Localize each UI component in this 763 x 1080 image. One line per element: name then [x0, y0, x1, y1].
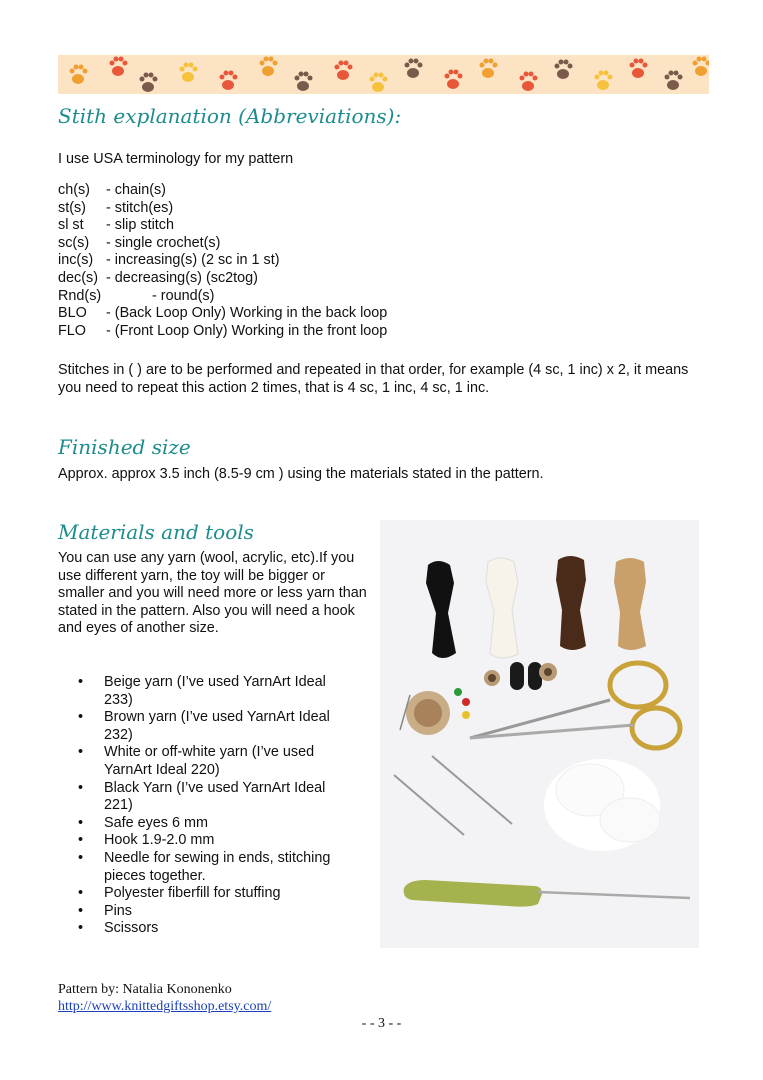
- materials-intro: You can use any yarn (wool, acrylic, etc).If you use different yarn, the toy will be bigger or smaller and you will need more or less yarn than stated in the pattern. Also you will need a hook and eyes of another size.: [58, 550, 367, 637]
- list-item: • Safe eyes 6 mm: [58, 815, 358, 833]
- fiberfill-icon: [544, 759, 660, 851]
- section-title-finished-size: Finished size: [58, 435, 191, 459]
- section-title-abbreviations: Stith explanation (Abbreviations):: [58, 104, 402, 128]
- section-title-materials: Materials and tools: [58, 520, 254, 544]
- black-yarn-icon: [426, 561, 456, 658]
- shop-link[interactable]: http://www.knittedgiftsshop.etsy.com/: [58, 999, 272, 1014]
- scissors-icon: [470, 663, 680, 748]
- list-item: FLO - (Front Loop Only) Working in the front loop: [58, 322, 388, 339]
- list-item: inc(s) - increasing(s) (2 sc in 1 st): [58, 252, 280, 269]
- list-item: sl st - slip stitch: [58, 217, 174, 234]
- list-item: • Polyester fiberfill for stuffing: [58, 885, 358, 903]
- brown-yarn-icon: [556, 556, 586, 650]
- list-item: • Brown yarn (I’ve used YarnArt Ideal 232): [58, 709, 358, 744]
- list-item: st(s) - stitch(es): [58, 199, 174, 216]
- safety-eyes-icon: [484, 662, 557, 690]
- terminology-note: I use USA terminology for my pattern: [58, 151, 294, 167]
- needle-icon: [394, 775, 464, 835]
- list-item: • Scissors: [58, 920, 358, 938]
- materials-photo: [380, 520, 699, 948]
- crochet-hook-icon: [404, 880, 690, 907]
- paw-print-banner: [58, 55, 709, 94]
- list-item: dec(s) - decreasing(s) (sc2tog): [58, 269, 258, 286]
- author-credit: Pattern by: Natalia Kononenko: [58, 982, 232, 997]
- pin-cushion-icon: [400, 688, 470, 735]
- paw-print-icon: [58, 55, 709, 94]
- list-item: • Black Yarn (I’ve used YarnArt Ideal 221): [58, 780, 358, 815]
- list-item: • Needle for sewing in ends, stitching pieces together.: [58, 850, 358, 885]
- list-item: sc(s) - single crochet(s): [58, 234, 221, 251]
- repeat-explanation: Stitches in ( ) are to be performed and repeated in that order, for example (4 sc, 1 inc) x 2, it means you need to repeat this action 2 times, that is 4 sc, 1 inc, 4 sc, 1 inc.: [58, 362, 689, 396]
- list-item: BLO - (Back Loop Only) Working in the back loop: [58, 305, 388, 322]
- materials-list: [58, 674, 358, 938]
- page-number: - - 3 - -: [361, 1016, 402, 1031]
- abbreviation-list: [58, 182, 387, 340]
- list-item: • Hook 1.9-2.0 mm: [58, 832, 358, 850]
- finished-size-text: Approx. approx 3.5 inch (8.5-9 cm ) using the materials stated in the pattern.: [58, 466, 544, 482]
- white-yarn-icon: [486, 558, 518, 658]
- list-item: ch(s) - chain(s): [58, 182, 166, 198]
- beige-yarn-icon: [614, 558, 646, 650]
- list-item: • Pins: [58, 903, 358, 921]
- list-item: • Beige yarn (I’ve used YarnArt Ideal 233): [58, 674, 358, 709]
- list-item: • White or off-white yarn (I’ve used YarnArt Ideal 220): [58, 744, 358, 779]
- list-item: Rnd(s) - round(s): [58, 287, 215, 304]
- needle-icon: [432, 756, 512, 824]
